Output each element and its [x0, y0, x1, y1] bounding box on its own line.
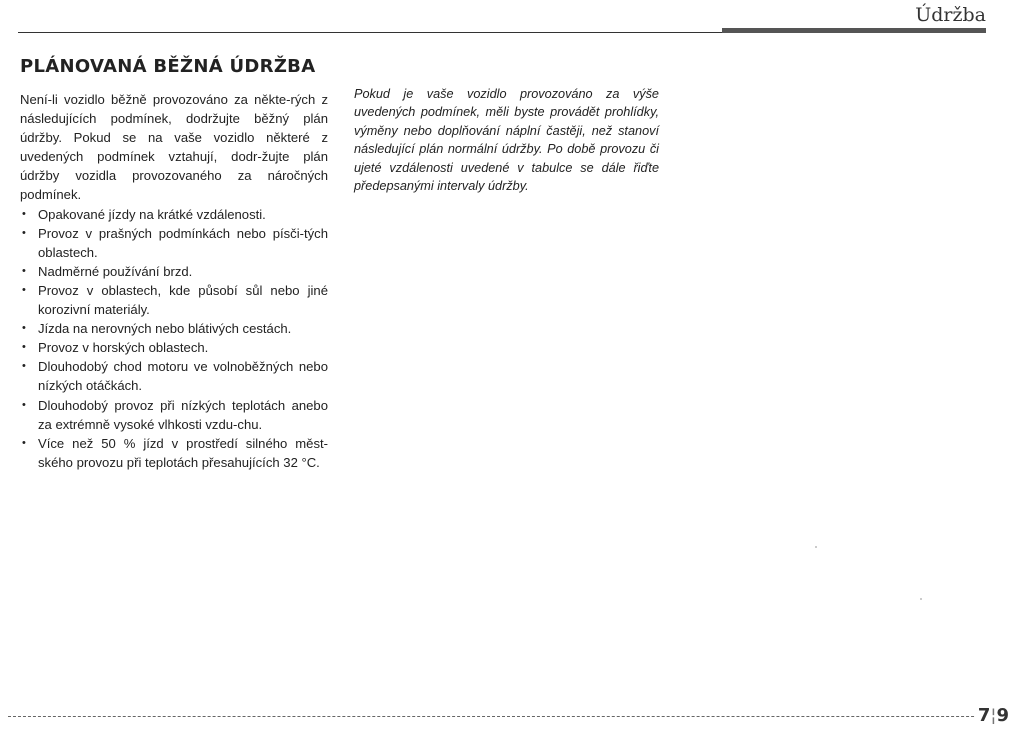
intro-paragraph: Není-li vozidlo běžně provozováno za někte-rých z následujících podmínek, dodržujte běžný plán údržby. Pokud se na vaše vozidlo některé z uvedených podmínek vztahují, dodr-žujte plán údržby vozidla provozovaného za náročných podmínek.	[20, 92, 328, 203]
page-number-separator: ¦	[990, 705, 997, 726]
condition-item: • Provoz v oblastech, kde působí sůl nebo jiné korozivní materiály.	[20, 281, 328, 319]
condition-item: • Provoz v horských oblastech.	[20, 338, 328, 357]
page-number	[975, 705, 1012, 726]
condition-item: • Nadměrné používání brzd.	[20, 262, 328, 281]
footer-rule	[8, 716, 1004, 717]
chapter-number: 7	[977, 705, 991, 726]
chapter-title: Údržba	[915, 4, 986, 26]
condition-item: • Dlouhodobý chod motoru ve volnoběžných nebo nízkých otáčkách.	[20, 357, 328, 395]
condition-item: • Provoz v prašných podmínkách nebo písči-tých oblastech.	[20, 224, 328, 262]
condition-item: • Opakované jízdy na krátké vzdálenosti.	[20, 205, 328, 224]
note-paragraph: Pokud je vaše vozidlo provozováno za výše uvedených podmínek, měli byste provádět prohlídky, výměny nebo doplňování náplní častěji, než stanoví následující plán normální údržby. Po době provozu či ujeté vzdálenosti uvedené v tabulce se dále řiďte předepsanými intervaly údržby.	[354, 87, 659, 194]
header-bar	[722, 28, 986, 33]
right-column	[354, 85, 659, 195]
section-title: PLÁNOVANÁ BĚŽNÁ ÚDRŽBA	[20, 56, 316, 77]
page-number-value: 9	[996, 705, 1009, 726]
scan-speck	[815, 546, 817, 548]
left-column	[20, 90, 328, 472]
condition-item: • Dlouhodobý provoz při nízkých teplotách anebo za extrémně vysoké vlhkosti vzdu-chu.	[20, 396, 328, 434]
scan-speck	[920, 598, 922, 600]
condition-item: • Více než 50 % jízd v prostředí silného měst-ského provozu při teplotách přesahujících 32 °C.	[20, 434, 328, 472]
conditions-list	[20, 205, 328, 472]
condition-item: • Jízda na nerovných nebo blátivých cestách.	[20, 319, 328, 338]
